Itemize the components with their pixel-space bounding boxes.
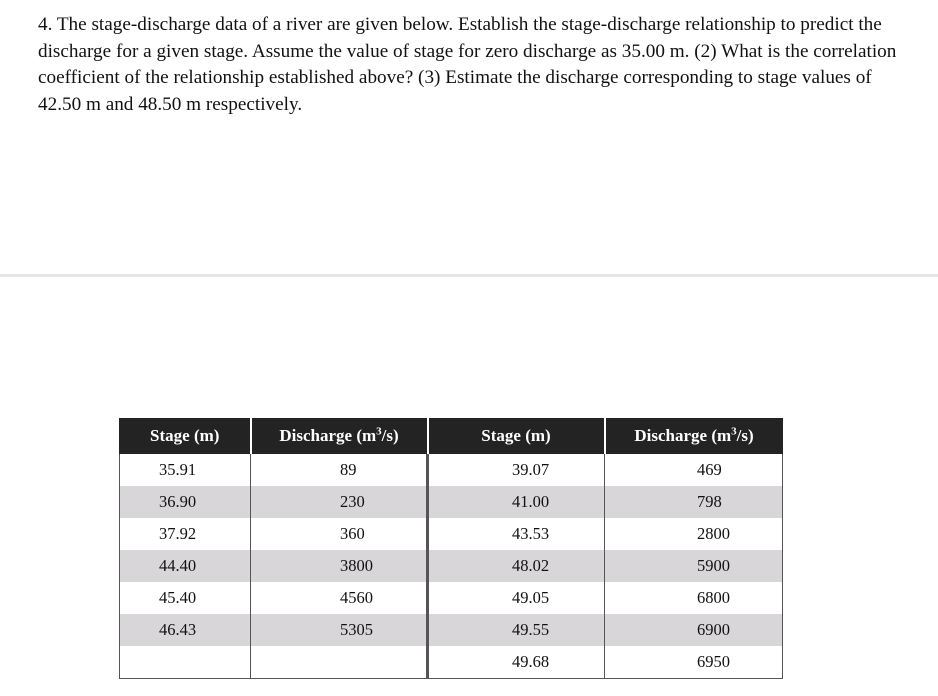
table-row [120, 646, 783, 679]
table-row [120, 486, 783, 518]
cell-stage-1: 35.91 [120, 454, 251, 486]
cell-discharge-1: 4560 [251, 582, 428, 614]
cell-stage-1: 45.40 [120, 582, 251, 614]
header-discharge-1-sup: 3 [376, 425, 382, 438]
header-discharge-2-prefix: Discharge (m [634, 426, 732, 445]
question-text: 4. The stage-discharge data of a river are given below. Establish the stage-discharge relationship to predict the discharge for a given stage. Assume the value of stage for zero discharge as 35.00 m. (2) What is the correlation coefficient of the relationship established above? (3) Estimate the discharge corresponding to stage values of 42.50 m and 48.50 m respectively. [38, 14, 897, 115]
cell-discharge-1: 360 [251, 518, 428, 550]
header-discharge-2-sup: 3 [731, 425, 737, 438]
cell-discharge-2: 6950 [605, 646, 783, 679]
header-discharge-1 [251, 418, 428, 454]
cell-stage-2: 41.00 [428, 486, 605, 518]
cell-discharge-2: 469 [605, 454, 783, 486]
cell-discharge-2: 6900 [605, 614, 783, 646]
cell-stage-1: 36.90 [120, 486, 251, 518]
cell-stage-2: 49.55 [428, 614, 605, 646]
table-row [120, 582, 783, 614]
cell-discharge-2: 6800 [605, 582, 783, 614]
header-discharge-2-suffix: /s) [736, 426, 754, 445]
section-divider [0, 274, 938, 277]
cell-discharge-1 [251, 646, 428, 679]
header-discharge-1-suffix: /s) [381, 426, 399, 445]
stage-discharge-table [119, 418, 783, 679]
cell-stage-1 [120, 646, 251, 679]
cell-stage-1: 44.40 [120, 550, 251, 582]
table-header-row [120, 418, 783, 454]
cell-stage-2: 39.07 [428, 454, 605, 486]
cell-discharge-2: 2800 [605, 518, 783, 550]
cell-discharge-1: 5305 [251, 614, 428, 646]
cell-stage-1: 37.92 [120, 518, 251, 550]
cell-discharge-1: 3800 [251, 550, 428, 582]
table-row [120, 614, 783, 646]
cell-stage-2: 43.53 [428, 518, 605, 550]
table-row [120, 454, 783, 486]
cell-discharge-2: 5900 [605, 550, 783, 582]
header-discharge-2 [605, 418, 783, 454]
header-stage-1: Stage (m) [120, 418, 251, 454]
table-row [120, 550, 783, 582]
header-discharge-1-prefix: Discharge (m [279, 426, 377, 445]
cell-stage-2: 49.68 [428, 646, 605, 679]
cell-stage-2: 49.05 [428, 582, 605, 614]
table-row [120, 518, 783, 550]
cell-stage-2: 48.02 [428, 550, 605, 582]
cell-discharge-1: 230 [251, 486, 428, 518]
cell-discharge-2: 798 [605, 486, 783, 518]
cell-discharge-1: 89 [251, 454, 428, 486]
cell-stage-1: 46.43 [120, 614, 251, 646]
header-stage-2: Stage (m) [428, 418, 605, 454]
